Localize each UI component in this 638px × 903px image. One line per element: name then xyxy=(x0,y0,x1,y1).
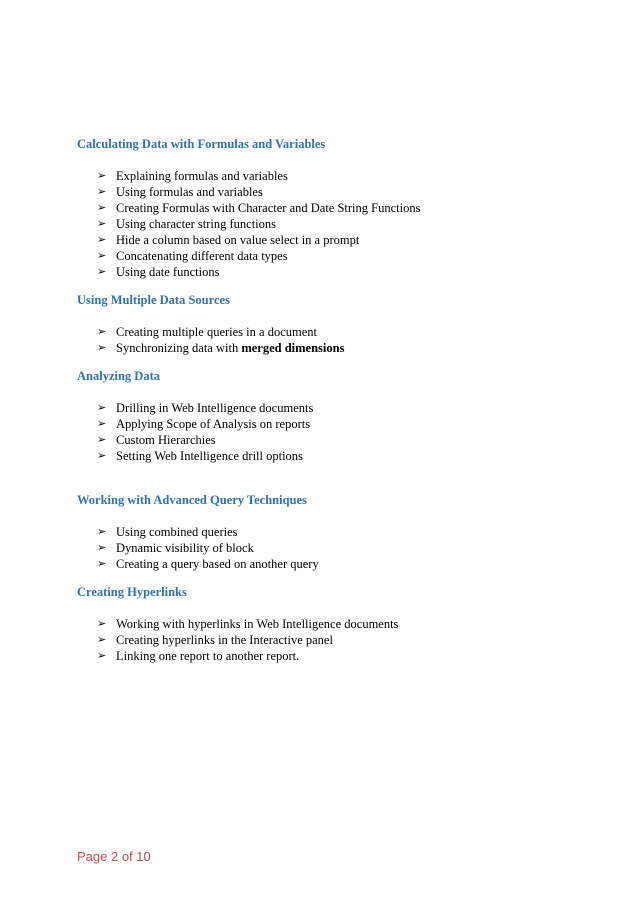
list-item xyxy=(97,324,577,340)
list-item-text: Working with hyperlinks in Web Intelligence documents xyxy=(116,617,399,631)
bullet-list xyxy=(77,524,577,572)
bullet-list xyxy=(77,324,577,356)
list-item-text: Using formulas and variables xyxy=(116,185,263,199)
list-item xyxy=(97,168,577,184)
list-item-text: Creating multiple queries in a document xyxy=(116,325,317,339)
bullet-list xyxy=(77,400,577,464)
list-item-text: Dynamic visibility of block xyxy=(116,541,254,555)
arrowhead-bullet-icon: ➢ xyxy=(97,265,107,278)
arrowhead-bullet-icon: ➢ xyxy=(97,525,107,538)
list-item xyxy=(97,448,577,464)
list-item xyxy=(97,524,577,540)
list-item xyxy=(97,400,577,416)
section-hyperlinks xyxy=(77,584,577,664)
section-analyzing-data xyxy=(77,368,577,464)
list-item xyxy=(97,432,577,448)
page-number-footer: Page 2 of 10 xyxy=(77,849,151,864)
list-item xyxy=(97,340,577,356)
section-heading: Analyzing Data xyxy=(77,369,160,383)
list-item-text: Hide a column based on value select in a prompt xyxy=(116,233,360,247)
arrowhead-bullet-icon: ➢ xyxy=(97,201,107,214)
section-heading: Using Multiple Data Sources xyxy=(77,293,230,307)
list-item xyxy=(97,248,577,264)
list-item-text: Concatenating different data types xyxy=(116,249,288,263)
arrowhead-bullet-icon: ➢ xyxy=(97,341,107,354)
list-item-text: Setting Web Intelligence drill options xyxy=(116,449,303,463)
list-item-text: Synchronizing data with xyxy=(116,341,242,355)
list-item-bold-text: merged dimensions xyxy=(241,341,345,355)
list-item xyxy=(97,616,577,632)
bullet-list xyxy=(77,168,577,280)
arrowhead-bullet-icon: ➢ xyxy=(97,217,107,230)
section-heading: Calculating Data with Formulas and Variables xyxy=(77,137,326,151)
list-item-text: Using combined queries xyxy=(116,525,238,539)
arrowhead-bullet-icon: ➢ xyxy=(97,233,107,246)
list-item xyxy=(97,648,577,664)
document-body xyxy=(77,136,577,664)
section-heading: Working with Advanced Query Techniques xyxy=(77,493,307,507)
arrowhead-bullet-icon: ➢ xyxy=(97,417,107,430)
arrowhead-bullet-icon: ➢ xyxy=(97,325,107,338)
list-item-text: Using date functions xyxy=(116,265,220,279)
arrowhead-bullet-icon: ➢ xyxy=(97,649,107,662)
section-multiple-data-sources xyxy=(77,292,577,356)
list-item-text: Creating a query based on another query xyxy=(116,557,319,571)
list-item xyxy=(97,540,577,556)
list-item-text: Explaining formulas and variables xyxy=(116,169,288,183)
list-item-text: Drilling in Web Intelligence documents xyxy=(116,401,314,415)
section-heading: Creating Hyperlinks xyxy=(77,585,187,599)
list-item-text: Applying Scope of Analysis on reports xyxy=(116,417,311,431)
list-item xyxy=(97,184,577,200)
arrowhead-bullet-icon: ➢ xyxy=(97,617,107,630)
list-item-text: Creating Formulas with Character and Date String Functions xyxy=(116,201,421,215)
arrowhead-bullet-icon: ➢ xyxy=(97,541,107,554)
arrowhead-bullet-icon: ➢ xyxy=(97,633,107,646)
list-item xyxy=(97,556,577,572)
list-item xyxy=(97,264,577,280)
section-formulas-variables xyxy=(77,136,577,280)
arrowhead-bullet-icon: ➢ xyxy=(97,249,107,262)
arrowhead-bullet-icon: ➢ xyxy=(97,401,107,414)
arrowhead-bullet-icon: ➢ xyxy=(97,169,107,182)
list-item xyxy=(97,200,577,216)
list-item xyxy=(97,416,577,432)
list-item xyxy=(97,632,577,648)
list-item-text: Custom Hierarchies xyxy=(116,433,216,447)
list-item xyxy=(97,216,577,232)
list-item-text: Using character string functions xyxy=(116,217,277,231)
section-advanced-query xyxy=(77,492,577,572)
bullet-list xyxy=(77,616,577,664)
arrowhead-bullet-icon: ➢ xyxy=(97,433,107,446)
arrowhead-bullet-icon: ➢ xyxy=(97,185,107,198)
list-item-text: Creating hyperlinks in the Interactive panel xyxy=(116,633,333,647)
list-item-text: Linking one report to another report. xyxy=(116,649,300,663)
arrowhead-bullet-icon: ➢ xyxy=(97,449,107,462)
arrowhead-bullet-icon: ➢ xyxy=(97,557,107,570)
list-item xyxy=(97,232,577,248)
